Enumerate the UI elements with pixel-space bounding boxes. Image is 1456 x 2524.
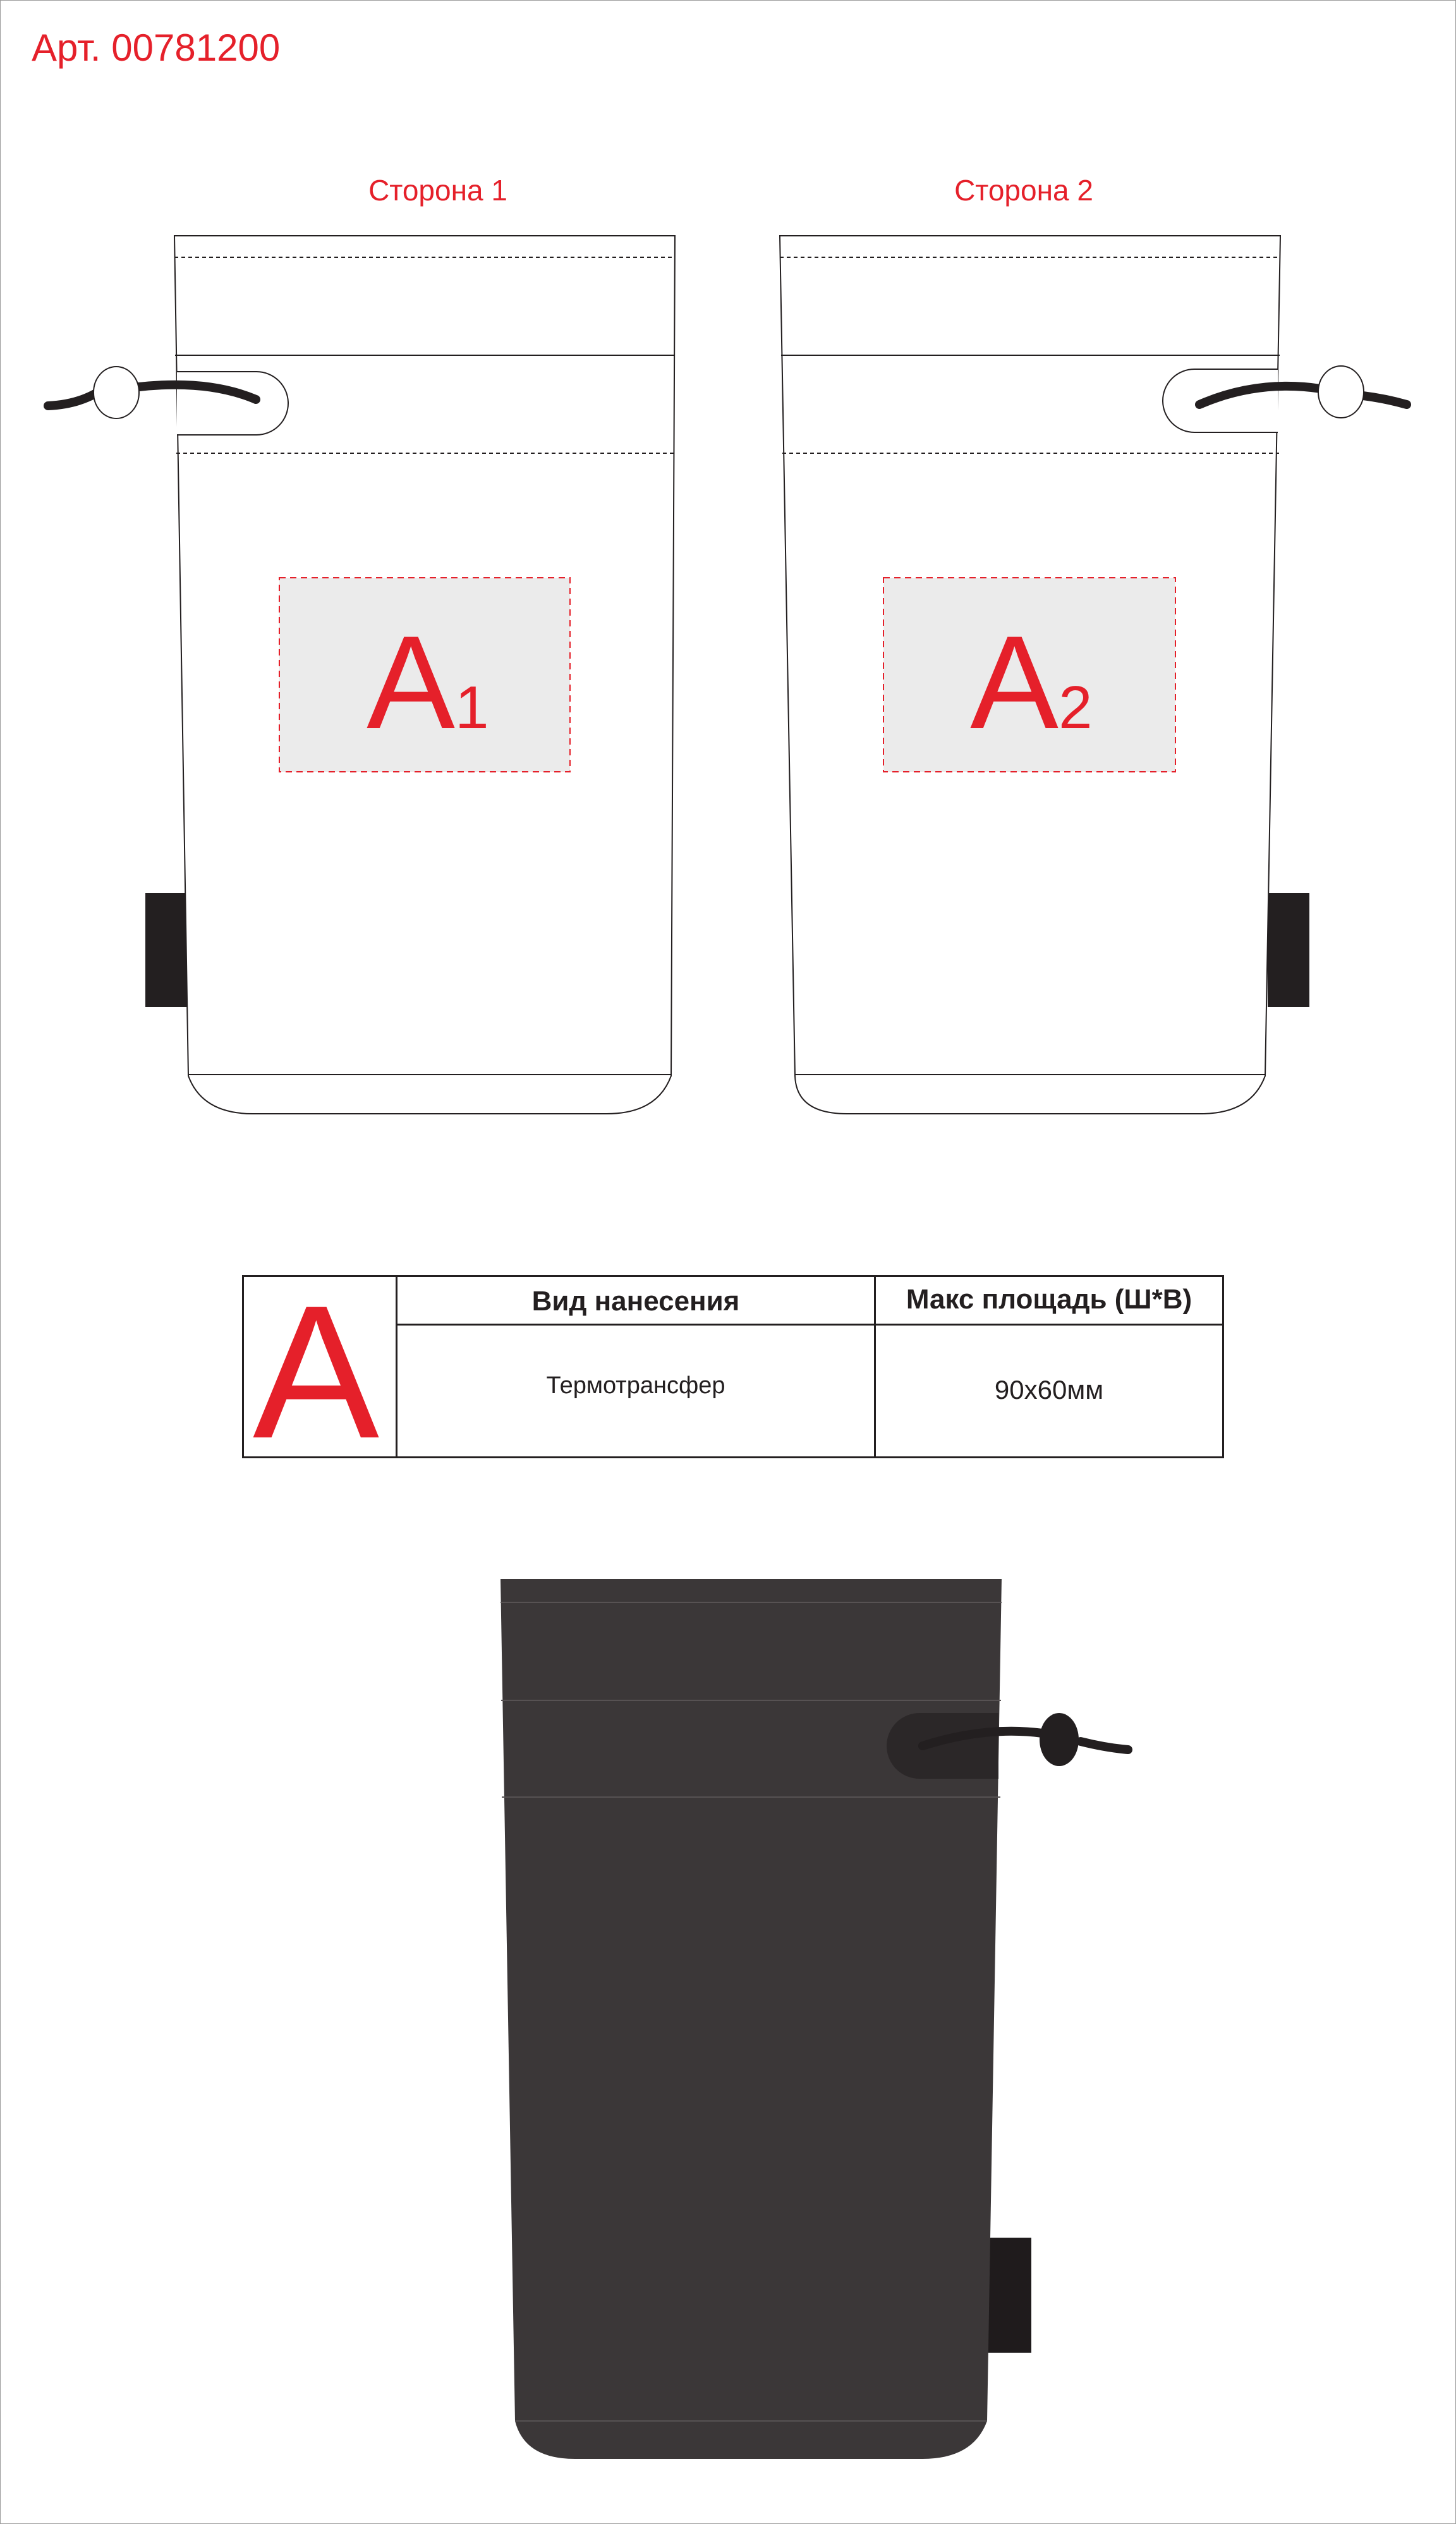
side-2-toggle-stopper <box>1318 366 1364 418</box>
dark-toggle-stopper <box>1040 1713 1079 1766</box>
article-number: Арт. 00781200 <box>32 27 281 69</box>
cell-print-method: Термотрансфер <box>397 1326 876 1456</box>
print-zone-a2-label <box>970 608 1093 757</box>
print-method-table <box>242 1265 1224 1478</box>
print-zone-a1-label <box>367 608 489 757</box>
dark-pouch-body <box>500 1579 1002 2459</box>
pouch-dark-product <box>500 1579 1128 2459</box>
cell-max-area: 90х60мм <box>994 1375 1104 1405</box>
side-1-velcro-tab <box>145 893 187 1007</box>
zone-a1-index: 1 <box>455 674 489 741</box>
zone-a2-letter: A <box>970 608 1059 757</box>
dark-cord-slot <box>887 1713 998 1779</box>
side-2-title: Сторона 2 <box>954 174 1093 207</box>
side-1-toggle-stopper <box>94 367 139 418</box>
zone-a2-index: 2 <box>1059 674 1093 741</box>
table-zone-letter: A <box>253 1265 380 1478</box>
zone-a1-letter: A <box>367 608 456 757</box>
side-1-title: Сторона 1 <box>368 174 507 207</box>
side-2-velcro-tab <box>1268 893 1309 1007</box>
header-print-method: Вид нанесения <box>397 1277 876 1326</box>
table-zone-cell <box>244 1265 397 1478</box>
dark-velcro-tab <box>986 2238 1031 2353</box>
header-max-area: Макс площадь (Ш*В) <box>876 1277 1222 1326</box>
